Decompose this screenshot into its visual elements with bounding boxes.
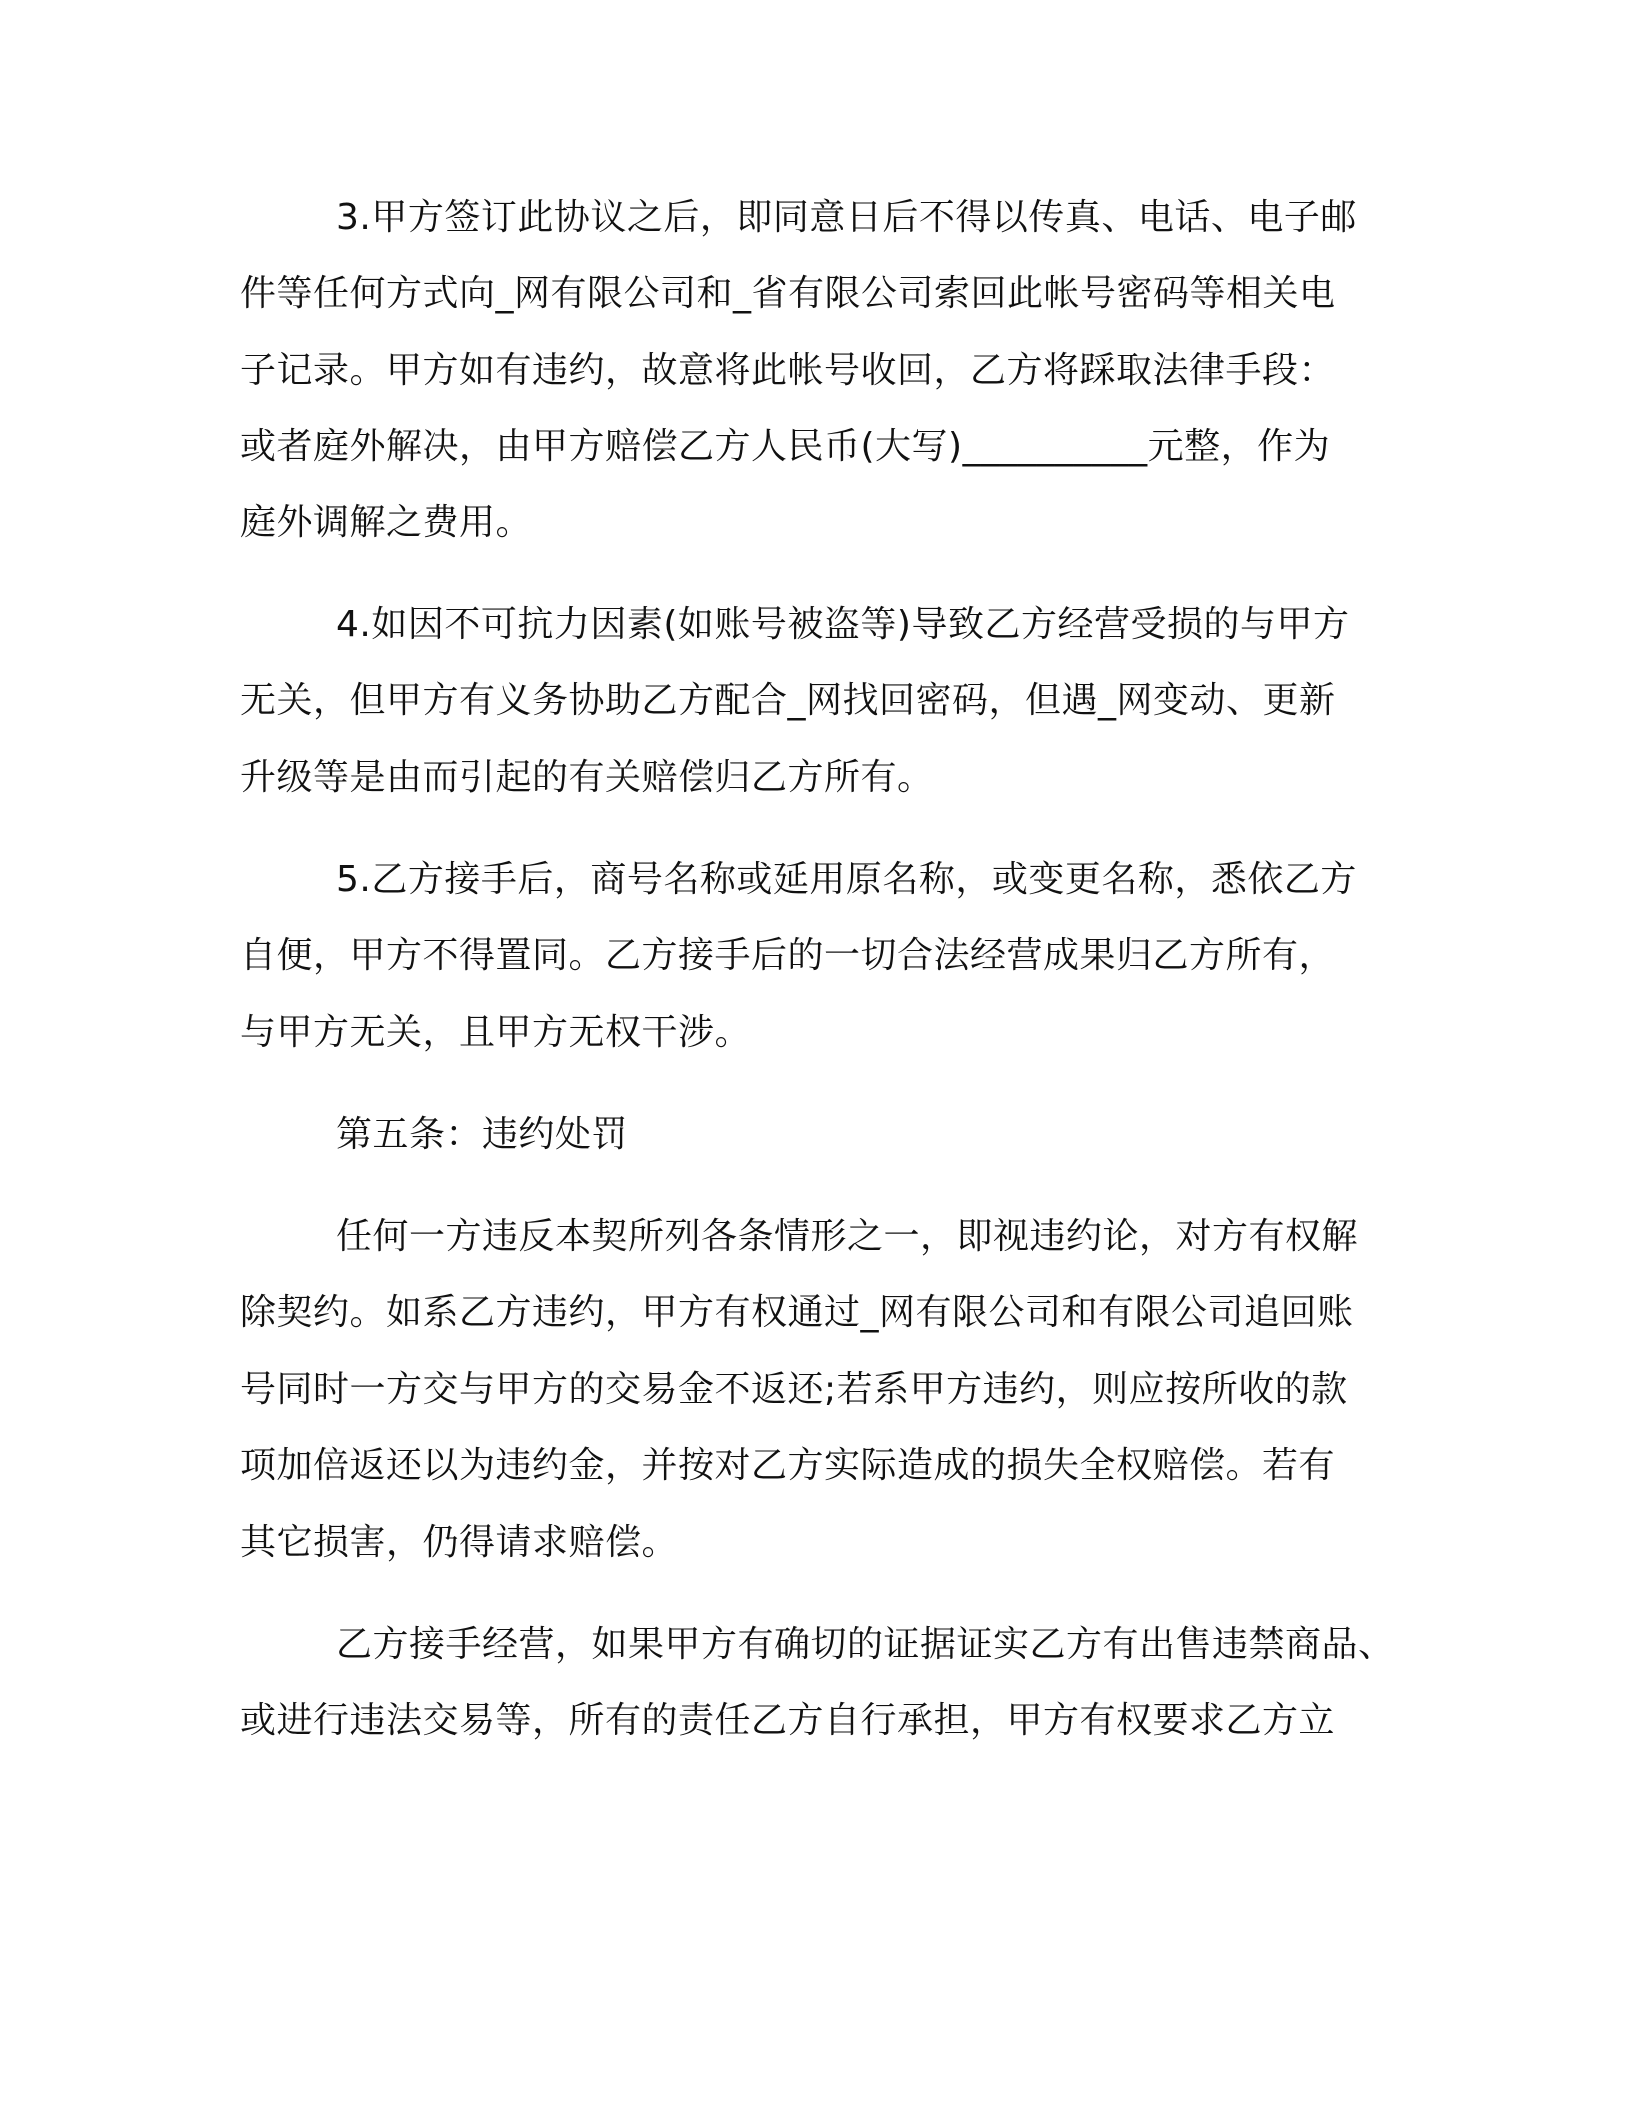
paragraph-3-line-4: 或者庭外解决，由甲方赔偿乙方人民币(大写)__________元整，作为 (240, 426, 1331, 467)
article-5-heading: 第五条：违约处罚 (336, 1114, 629, 1155)
paragraph-3-line-3: 子记录。甲方如有违约，故意将此帐号收回，乙方将踩取法律手段： (240, 350, 1336, 391)
paragraph-5-line-2: 自便，甲方不得置同。乙方接手后的一切合法经营成果归乙方所有， (240, 935, 1336, 976)
paragraph-operation-line-1: 乙方接手经营，如果甲方有确切的证据证实乙方有出售违禁商品、 (336, 1624, 1395, 1665)
paragraph-operation-line-2: 或进行违法交易等，所有的责任乙方自行承担，甲方有权要求乙方立 (240, 1700, 1336, 1741)
paragraph-4-line-3: 升级等是由而引起的有关赔偿归乙方所有。 (240, 757, 934, 798)
paragraph-3-line-2: 件等任何方式向_网有限公司和_省有限公司索回此帐号密码等相关电 (240, 273, 1336, 314)
paragraph-breach-line-2: 除契约。如系乙方违约，甲方有权通过_网有限公司和有限公司追回账 (240, 1292, 1354, 1333)
paragraph-breach-line-3: 号同时一方交与甲方的交易金不返还;若系甲方违约，则应按所收的款 (240, 1369, 1348, 1410)
paragraph-breach-line-5: 其它损害，仍得请求赔偿。 (240, 1522, 679, 1563)
paragraph-breach-line-4: 项加倍返还以为违约金，并按对乙方实际造成的损失全权赔偿。若有 (240, 1445, 1336, 1486)
paragraph-5-line-1: 5.乙方接手后，商号名称或延用原名称，或变更名称，悉依乙方 (336, 859, 1357, 900)
paragraph-4-line-1: 4.如因不可抗力因素(如账号被盗等)导致乙方经营受损的与甲方 (336, 604, 1350, 645)
paragraph-breach-line-1: 任何一方违反本契所列各条情形之一，即视违约论，对方有权解 (336, 1216, 1359, 1257)
paragraph-4-line-2: 无关，但甲方有义务协助乙方配合_网找回密码，但遇_网变动、更新 (240, 680, 1336, 721)
paragraph-3-line-1: 3.甲方签订此协议之后，即同意日后不得以传真、电话、电子邮 (336, 197, 1357, 238)
paragraph-5-line-3: 与甲方无关，且甲方无权干涉。 (240, 1012, 752, 1053)
paragraph-3-line-5: 庭外调解之费用。 (240, 502, 533, 543)
